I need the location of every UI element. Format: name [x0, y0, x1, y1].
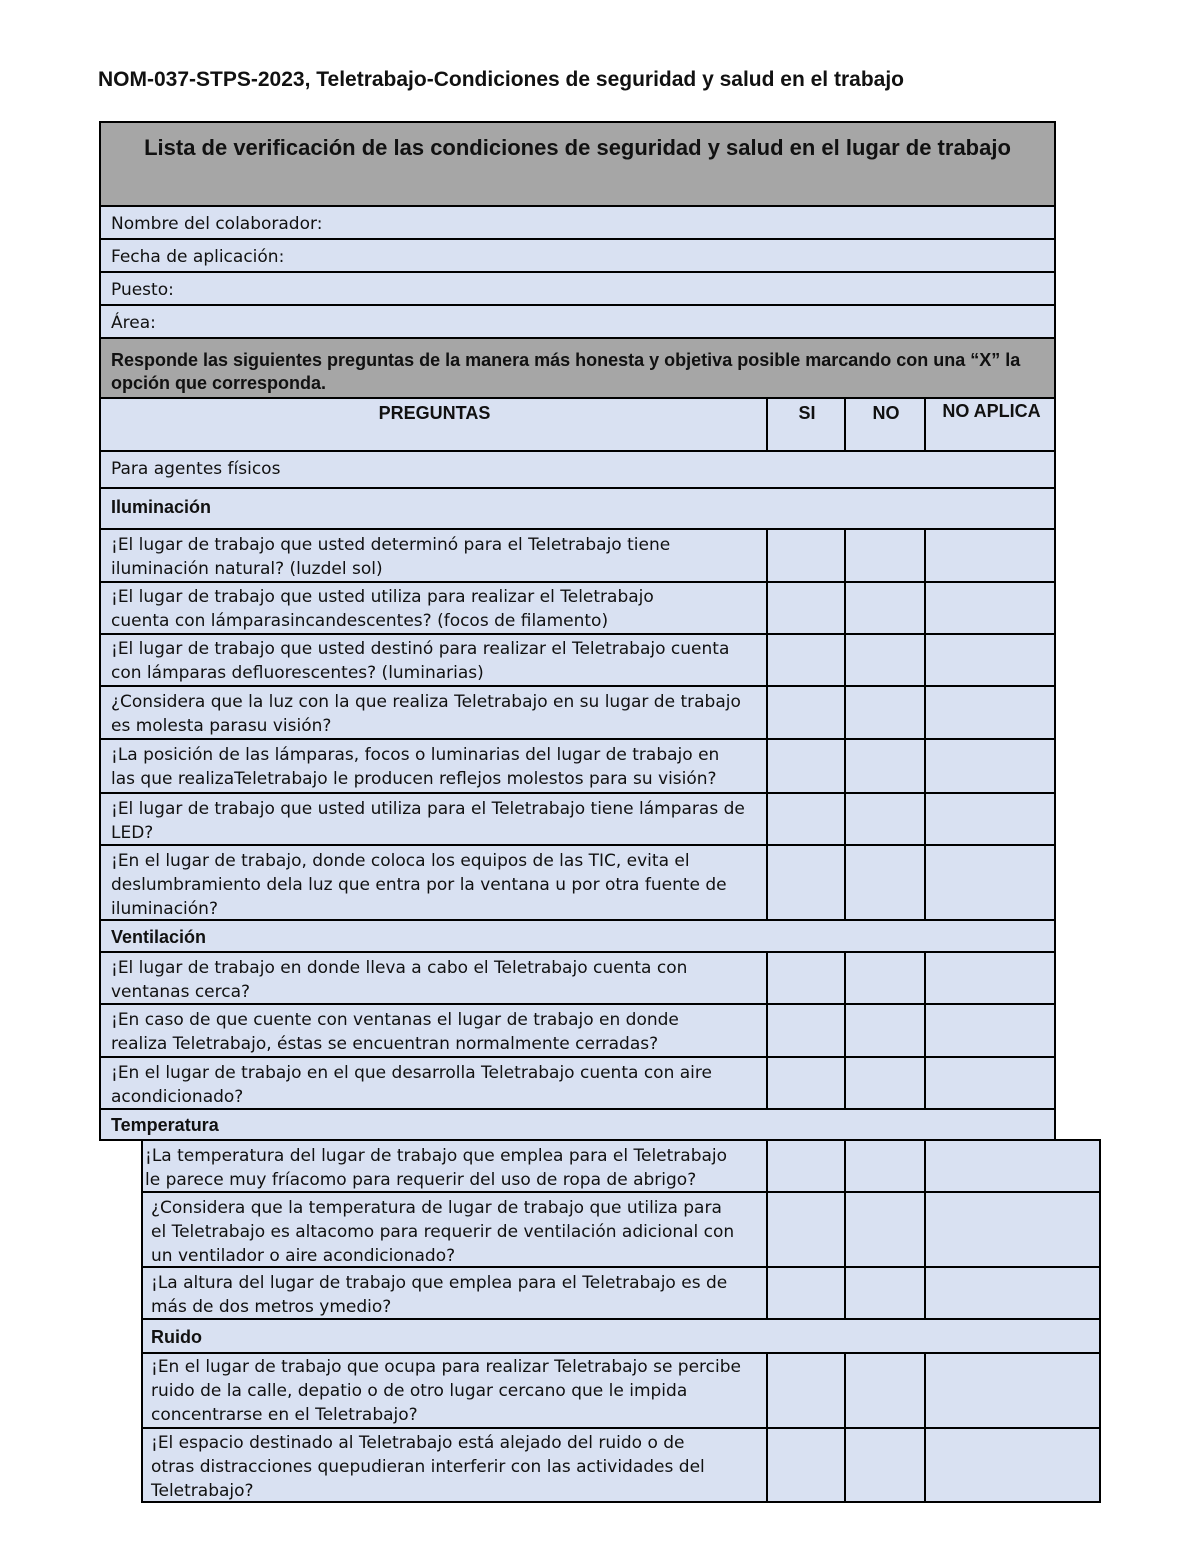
column-header-na: NO APLICA [942, 401, 1041, 421]
question-line: cuenta con lámparasincandescentes? (focos de filamento) [111, 611, 609, 631]
question-line: es molesta parasu visión? [111, 716, 332, 736]
answer-yes-checkbox[interactable] [766, 528, 846, 583]
question-line: un ventilador o aire acondicionado? [151, 1246, 456, 1266]
answer-yes-checkbox[interactable] [766, 633, 846, 687]
collaborator-field[interactable] [99, 205, 1056, 240]
position-field[interactable] [99, 271, 1056, 306]
answer-yes-checkbox[interactable] [766, 1352, 846, 1429]
answer-yes-checkbox[interactable] [766, 951, 846, 1005]
question-line: con lámparas defluorescentes? (luminarias) [111, 663, 484, 683]
question-row [141, 1427, 768, 1503]
document-title: NOM-037-STPS-2023, Teletrabajo-Condiciones de seguridad y salud en el trabajo [98, 68, 904, 91]
answer-na-checkbox[interactable] [924, 1056, 1056, 1110]
instructions-block [99, 337, 1056, 399]
question-line: iluminación? [111, 899, 218, 919]
answer-na-checkbox[interactable] [924, 633, 1056, 687]
answer-na-checkbox[interactable] [924, 1139, 1101, 1193]
question-row [141, 1266, 768, 1320]
answer-na-checkbox[interactable] [924, 1266, 1101, 1320]
answer-no-checkbox[interactable] [844, 738, 926, 794]
column-header-no: NO [872, 403, 900, 423]
answer-no-checkbox[interactable] [844, 1139, 926, 1193]
form-title: Lista de verificación de las condiciones de seguridad y salud en el lugar de trabajo [144, 135, 1011, 160]
area-field[interactable] [99, 304, 1056, 339]
answer-na-checkbox[interactable] [924, 1003, 1056, 1058]
section-header-noise [141, 1318, 1101, 1354]
question-line: ¡En el lugar de trabajo en el que desarrolla Teletrabajo cuenta con aire [111, 1063, 712, 1083]
question-line: ruido de la calle, depatio o de otro lugar cercano que le impida [151, 1381, 688, 1401]
question-line: ¿Considera que la luz con la que realiza Teletrabajo en su lugar de trabajo [111, 692, 741, 712]
question-row [99, 738, 768, 794]
question-line: ¡En el lugar de trabajo que ocupa para realizar Teletrabajo se percibe [151, 1357, 741, 1377]
question-line: LED? [111, 823, 154, 843]
question-row [99, 951, 768, 1005]
question-row [99, 1056, 768, 1110]
answer-na-checkbox[interactable] [924, 792, 1056, 846]
answer-na-checkbox[interactable] [924, 581, 1056, 635]
area-label: Área: [111, 313, 156, 333]
question-line: ¿Considera que la temperatura de lugar de trabajo que utiliza para [151, 1198, 722, 1218]
column-header-row [99, 397, 1056, 452]
answer-no-checkbox[interactable] [844, 581, 926, 635]
question-line: otras distracciones quepudieran interferir con las actividades del [151, 1457, 705, 1477]
answer-no-checkbox[interactable] [844, 951, 926, 1005]
answer-no-checkbox[interactable] [844, 1266, 926, 1320]
answer-no-checkbox[interactable] [844, 633, 926, 687]
question-row [99, 1003, 768, 1058]
question-row [99, 581, 768, 635]
column-header-questions: PREGUNTAS [378, 403, 491, 423]
instructions-text: Responde las siguientes preguntas de la manera más honesta y objetiva posible marcando con una “X” la opción que corresponda. [111, 350, 1021, 393]
question-row [141, 1139, 768, 1193]
answer-yes-checkbox[interactable] [766, 844, 846, 921]
question-line: ¡El lugar de trabajo que usted utiliza para realizar el Teletrabajo [111, 587, 654, 607]
section-title-noise: Ruido [151, 1327, 202, 1347]
column-header-yes: SI [798, 403, 816, 423]
section-header-temperature [99, 1108, 1056, 1141]
question-line: deslumbramiento dela luz que entra por la ventana u por otra fuente de [111, 875, 727, 895]
answer-yes-checkbox[interactable] [766, 792, 846, 846]
form-title-block [99, 121, 1056, 207]
question-line: más de dos metros ymedio? [151, 1297, 392, 1317]
answer-yes-checkbox[interactable] [766, 1003, 846, 1058]
answer-yes-checkbox[interactable] [766, 1139, 846, 1193]
group-label: Para agentes físicos [111, 459, 281, 479]
question-line: ¡El lugar de trabajo que usted determinó para el Teletrabajo tiene [111, 535, 671, 555]
question-line: concentrarse en el Teletrabajo? [151, 1405, 418, 1425]
answer-no-checkbox[interactable] [844, 528, 926, 583]
question-row [141, 1352, 768, 1429]
date-label: Fecha de aplicación: [111, 247, 285, 267]
date-field[interactable] [99, 238, 1056, 273]
question-line: las que realizaTeletrabajo le producen reflejos molestos para su visión? [111, 769, 717, 789]
question-row [99, 685, 768, 740]
answer-yes-checkbox[interactable] [766, 738, 846, 794]
question-line: acondicionado? [111, 1087, 244, 1107]
question-line: realiza Teletrabajo, éstas se encuentran normalmente cerradas? [111, 1034, 659, 1054]
answer-yes-checkbox[interactable] [766, 1427, 846, 1503]
answer-na-checkbox[interactable] [924, 1352, 1101, 1429]
answer-na-checkbox[interactable] [924, 1427, 1101, 1503]
question-line: ¡El espacio destinado al Teletrabajo está alejado del ruido o de [151, 1433, 685, 1453]
section-header-lighting [99, 487, 1056, 530]
question-line: ¡El lugar de trabajo que usted utiliza para el Teletrabajo tiene lámparas de [111, 799, 745, 819]
answer-na-checkbox[interactable] [924, 738, 1056, 794]
answer-no-checkbox[interactable] [844, 1352, 926, 1429]
group-row [99, 450, 1056, 489]
answer-no-checkbox[interactable] [844, 792, 926, 846]
answer-yes-checkbox[interactable] [766, 1191, 846, 1268]
section-header-ventilation [99, 919, 1056, 953]
answer-no-checkbox[interactable] [844, 844, 926, 921]
question-line: ¡En caso de que cuente con ventanas el lugar de trabajo en donde [111, 1010, 679, 1030]
answer-no-checkbox[interactable] [844, 685, 926, 740]
question-line: ¡La temperatura del lugar de trabajo que emplea para el Teletrabajo [145, 1146, 728, 1166]
section-title-temperature: Temperatura [111, 1115, 219, 1135]
question-line: Teletrabajo? [151, 1481, 254, 1501]
answer-no-checkbox[interactable] [844, 1056, 926, 1110]
question-row [141, 1191, 768, 1268]
answer-yes-checkbox[interactable] [766, 685, 846, 740]
question-line: ¡En el lugar de trabajo, donde coloca los equipos de las TIC, evita el [111, 851, 690, 871]
question-line: ¡El lugar de trabajo que usted destinó para realizar el Teletrabajo cuenta [111, 639, 730, 659]
position-label: Puesto: [111, 280, 174, 300]
question-line: ¡El lugar de trabajo en donde lleva a cabo el Teletrabajo cuenta con [111, 958, 688, 978]
answer-no-checkbox[interactable] [844, 1003, 926, 1058]
answer-yes-checkbox[interactable] [766, 1056, 846, 1110]
question-row [99, 633, 768, 687]
answer-na-checkbox[interactable] [924, 844, 1056, 921]
question-line: ¡La posición de las lámparas, focos o luminarias del lugar de trabajo en [111, 745, 720, 765]
question-line: ¡La altura del lugar de trabajo que emplea para el Teletrabajo es de [151, 1273, 728, 1293]
section-title-ventilation: Ventilación [111, 927, 207, 947]
section-title-lighting: Iluminación [111, 497, 212, 517]
question-row [99, 528, 768, 583]
question-row [99, 792, 768, 846]
answer-na-checkbox[interactable] [924, 1191, 1101, 1268]
answer-na-checkbox[interactable] [924, 528, 1056, 583]
question-line: el Teletrabajo es altacomo para requerir de ventilación adicional con [151, 1222, 735, 1242]
answer-na-checkbox[interactable] [924, 685, 1056, 740]
collaborator-label: Nombre del colaborador: [111, 214, 323, 234]
question-line: le parece muy fríacomo para requerir del uso de ropa de abrigo? [145, 1170, 697, 1190]
answer-yes-checkbox[interactable] [766, 581, 846, 635]
question-row [99, 844, 768, 921]
answer-no-checkbox[interactable] [844, 1427, 926, 1503]
answer-yes-checkbox[interactable] [766, 1266, 846, 1320]
answer-na-checkbox[interactable] [924, 951, 1056, 1005]
question-line: iluminación natural? (luzdel sol) [111, 559, 383, 579]
answer-no-checkbox[interactable] [844, 1191, 926, 1268]
question-line: ventanas cerca? [111, 982, 251, 1002]
